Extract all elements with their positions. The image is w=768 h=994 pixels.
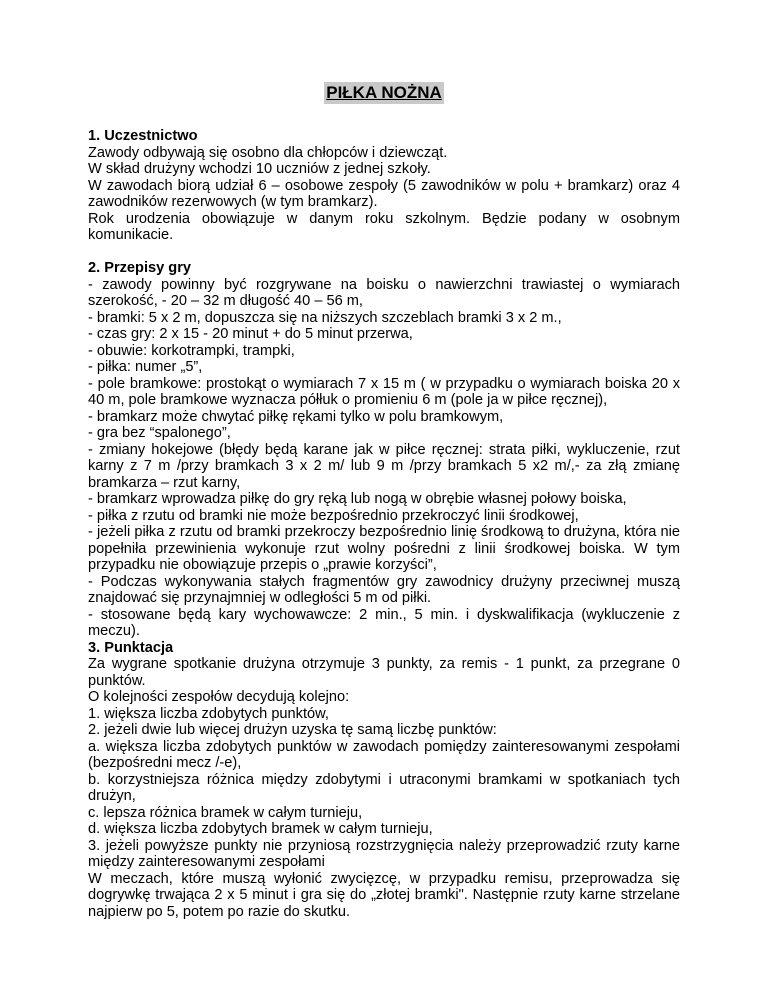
page-title: PIŁKA NOŻNA	[326, 83, 442, 102]
section-gap	[88, 244, 680, 261]
paragraph: Zawody odbywają się osobno dla chłopców i dziewcząt.	[88, 144, 448, 161]
rule-item: - zawody powinny być rozgrywane na boisku o nawierzchni trawiastej o wymiarach szerokość, - 20 – 32 m długość 40 – 56 m,	[88, 276, 680, 309]
rule-item: - bramki: 5 x 2 m, dopuszcza się na niższych szczeblach bramki 3 x 2 m.,	[88, 309, 562, 326]
paragraph: W skład drużyny wchodzi 10 uczniów z jednej szkoły.	[88, 161, 431, 177]
title-wrap	[88, 82, 680, 104]
rule-item: - piłka z rzutu od bramki nie może bezpośrednio przekroczyć linii środkowej,	[88, 507, 579, 524]
rule-item: - bramkarz może chwytać piłkę rękami tylko w polu bramkowym,	[88, 408, 504, 425]
section-heading: 1. Uczestnictwo	[88, 128, 198, 144]
paragraph: Rok urodzenia obowiązuje w danym roku szkolnym. Będzie podany w osobnym komunikacie.	[88, 210, 680, 243]
paragraph: W meczach, które muszą wyłonić zwycięzcę, w przypadku remisu, przeprowadza się dogrywkę trwająca 2 x 5 minut i gra się do „złotej bramki". Następnie rzuty karne strzelane najpierw po 5, potem po razie do skutku.	[88, 870, 680, 920]
rule-item: - piłka: numer „5”,	[88, 359, 203, 375]
paragraph: 1. większa liczba zdobytych punktów,	[88, 705, 329, 722]
paragraph: 2. jeżeli dwie lub więcej drużyn uzyska tę samą liczbę punktów:	[88, 722, 497, 738]
rule-item: - obuwie: korkotrampki, trampki,	[88, 342, 295, 359]
rule-item: - czas gry: 2 x 15 - 20 minut + do 5 minut przerwa,	[88, 326, 413, 342]
paragraph: 3. jeżeli powyższe punkty nie przyniosą rozstrzygnięcia należy przeprowadzić rzuty karne między zainteresowanymi zespołami	[88, 837, 680, 870]
section-punktacja	[88, 640, 680, 921]
section-uczestnictwo	[88, 128, 680, 244]
rule-item: - gra bez “spalonego”,	[88, 425, 231, 441]
rule-item: - jeżeli piłka z rzutu od bramki przekroczy bezpośrednio linię środkową to drużyna, która nie popełniła przewinienia wykonuje rzut wolny pośredni z linii środkowej boiska. W tym przypadku nie obowiązuje przepis o „prawie korzyści”,	[88, 524, 680, 573]
rule-item: - stosowane będą kary wychowawcze: 2 min., 5 min. i dyskwalifikacja (wykluczenie z meczu).	[88, 606, 680, 639]
rule-item: - Podczas wykonywania stałych fragmentów gry zawodnicy drużyny przeciwnej muszą znajdować się przynajmniej w odległości 5 m od piłki.	[88, 573, 680, 606]
rule-item: - bramkarz wprowadza piłkę do gry ręką lub nogą w obrębie własnej połowy boiska,	[88, 491, 627, 507]
paragraph: c. lepsza różnica bramek w całym turnieju,	[88, 804, 363, 821]
paragraph: O kolejności zespołów decydują kolejno:	[88, 689, 350, 705]
section-przepisy-gry	[88, 260, 680, 640]
rule-item: - zmiany hokejowe (błędy będą karane jak w piłce ręcznej: strata piłki, wykluczenie, rzut karny z 7 m /przy bramkach 3 x 2 m/ lub 9 m /przy bramkach 5 x2 m/,- za złą zmianę bramkarza – rzut karny,	[88, 441, 680, 491]
paragraph: W zawodach biorą udział 6 – osobowe zespoły (5 zawodników w polu + bramkarz) oraz 4 zawodników rezerwowych (w tym bramkarz).	[88, 177, 680, 210]
section-heading: 2. Przepisy gry	[88, 260, 192, 276]
section-heading: 3. Punktacja	[88, 639, 174, 656]
rule-item: - pole bramkowe: prostokąt o wymiarach 7 x 15 m ( w przypadku o wymiarach boiska 20 x 40 m, pole bramkowe wyznacza półłuk o promieniu 6 m (pole ja w piłce ręcznej),	[88, 375, 680, 408]
paragraph: b. korzystniejsza różnica między zdobytymi i utraconymi bramkami w spotkaniach tych drużyn,	[88, 771, 680, 804]
paragraph: a. większa liczba zdobytych punktów w zawodach pomiędzy zainteresowanymi zespołami (bezpośredni mecz /-e),	[88, 738, 680, 771]
document-page	[88, 82, 680, 920]
paragraph: d. większa liczba zdobytych bramek w całym turnieju,	[88, 821, 433, 837]
paragraph: Za wygrane spotkanie drużyna otrzymuje 3 punkty, za remis - 1 punkt, za przegrane 0 punktów.	[88, 656, 680, 689]
